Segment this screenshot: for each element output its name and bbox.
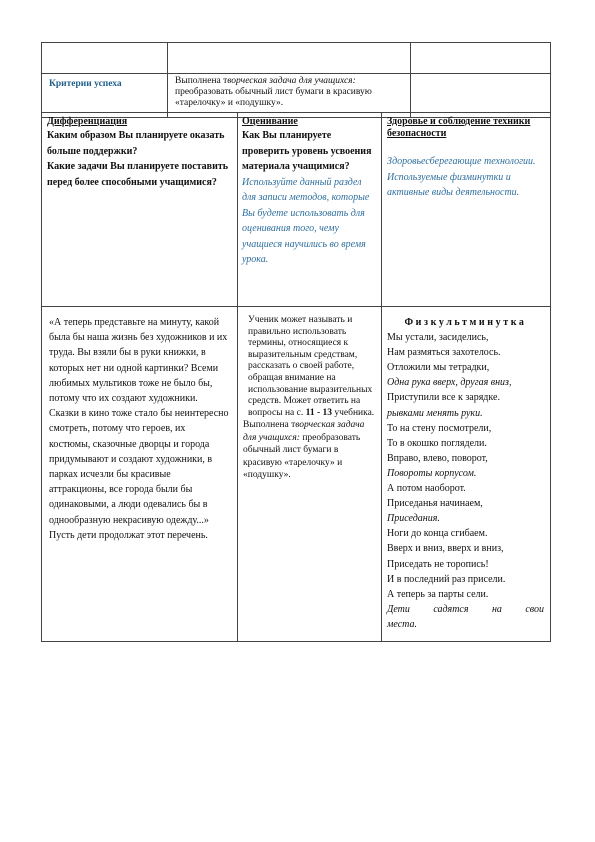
poem-line: Мы устали, засиделись,	[387, 332, 489, 344]
fizminutka-final-line	[387, 602, 544, 617]
header-row	[42, 113, 551, 307]
poem-line: Нам размяться захотелось.	[387, 347, 501, 359]
assessment-title: Оценивание	[242, 116, 298, 127]
assessment-question: Как Вы планируете проверить уровень усвоения материала учащимися?	[242, 130, 372, 172]
poem-word: свои	[525, 603, 544, 615]
empty-cell	[168, 43, 411, 74]
criteria-description: Выполнена творческая задача для учащихся: преобразовать обычный лист бумаги в красивую «тарелочку» и «подушку».	[168, 74, 411, 118]
planning-table	[41, 112, 551, 642]
content-row	[42, 307, 551, 642]
criteria-row	[42, 74, 551, 118]
poem-line: Вправо, влево, поворот,	[387, 452, 488, 464]
poem-word: садятся	[433, 603, 469, 615]
differentiation-title: Дифференциация	[47, 116, 128, 127]
empty-cell	[411, 43, 551, 74]
poem-line: Приседать не торопись!	[387, 558, 489, 570]
fizminutka-cell	[382, 307, 551, 642]
poem-line: То на стену посмотрели,	[387, 422, 492, 434]
poem-line: Вверх и вниз, вверх и вниз,	[387, 543, 504, 555]
poem-line: Повороты корпусом.	[387, 467, 477, 479]
health-title: Здоровье и соблюдение техники безопасности	[387, 116, 531, 139]
poem-word: на	[491, 603, 502, 615]
empty-cell	[42, 43, 168, 74]
fizminutka-final-tail: места.	[387, 618, 417, 630]
fizminutka-title: Физкультминутка	[404, 317, 527, 328]
criteria-label: Критерии успеха	[42, 74, 168, 118]
poem-line: И в последний раз присели.	[387, 573, 506, 585]
poem-line: Ноги до конца сгибаем.	[387, 528, 488, 540]
poem-line: Отложили мы тетрадки,	[387, 362, 490, 374]
poem-word: Дети	[387, 603, 410, 615]
poem-line: А теперь за парты сели.	[387, 588, 489, 600]
poem-line: А потом наоборот.	[387, 483, 466, 495]
health-header	[382, 113, 551, 307]
differentiation-question-1: Каким образом Вы планируете оказать больше поддержки?	[47, 130, 225, 157]
fizminutka-lines	[387, 330, 544, 602]
differentiation-header	[42, 113, 238, 307]
poem-line: Приседания.	[387, 513, 440, 525]
empty-cell	[411, 74, 551, 118]
poem-line: Приступили все к зарядке.	[387, 392, 500, 404]
empty-row	[42, 43, 551, 74]
poem-line: То в окошко поглядели.	[387, 437, 487, 449]
assessment-header	[238, 113, 382, 307]
poem-line: Приседанья начинаем,	[387, 498, 483, 510]
poem-line: Одна рука вверх, другая вниз,	[387, 377, 512, 389]
criteria-table	[41, 42, 551, 118]
assessment-text: Ученик может называть и правильно использовать термины, относящиеся к выразительным средствам, рассказать о своей работе, обращая внимание на использование выразительных средств. Может ответить на вопросы на с. 11 - 13 учебника.	[248, 315, 375, 418]
story-text: «А теперь представьте на минуту, какой была бы наша жизнь без художников и их труда. Вы взяли бы в руки книжки, в которых нет ни одной картинки? Всеми любимых мультиков тоже не было бы, потому что их создают художники. Сказки в кино тоже стало бы неинтересно смотреть, потому что героев, их костюмы, сказочные дворцы и города придумывают и создают художники, в парках исчезли бы красивые аттракционы, все города были бы одинаковыми, а люди одевались бы в однообразную некрасивую одежду...» Пусть дети продолжат этот перечень.	[42, 307, 238, 642]
assessment-note: Используйте данный раздел для записи методов, которые Вы будете использовать для оценивания того, чему учащиеся научились во время урока.	[242, 176, 370, 265]
assessment-task: Выполнена творческая задача для учащихся: преобразовать обычный лист бумаги в красивую «тарелочку» и «подушку».	[243, 420, 365, 481]
health-note: Здоровьесберегающие технологии. Используемые физминутки и активные виды деятельности.	[387, 156, 536, 198]
assessment-cell	[238, 307, 382, 642]
differentiation-question-2: Какие задачи Вы планируете поставить перед более способными учащимися?	[47, 161, 229, 188]
poem-line: рывками менять руки.	[387, 407, 483, 419]
